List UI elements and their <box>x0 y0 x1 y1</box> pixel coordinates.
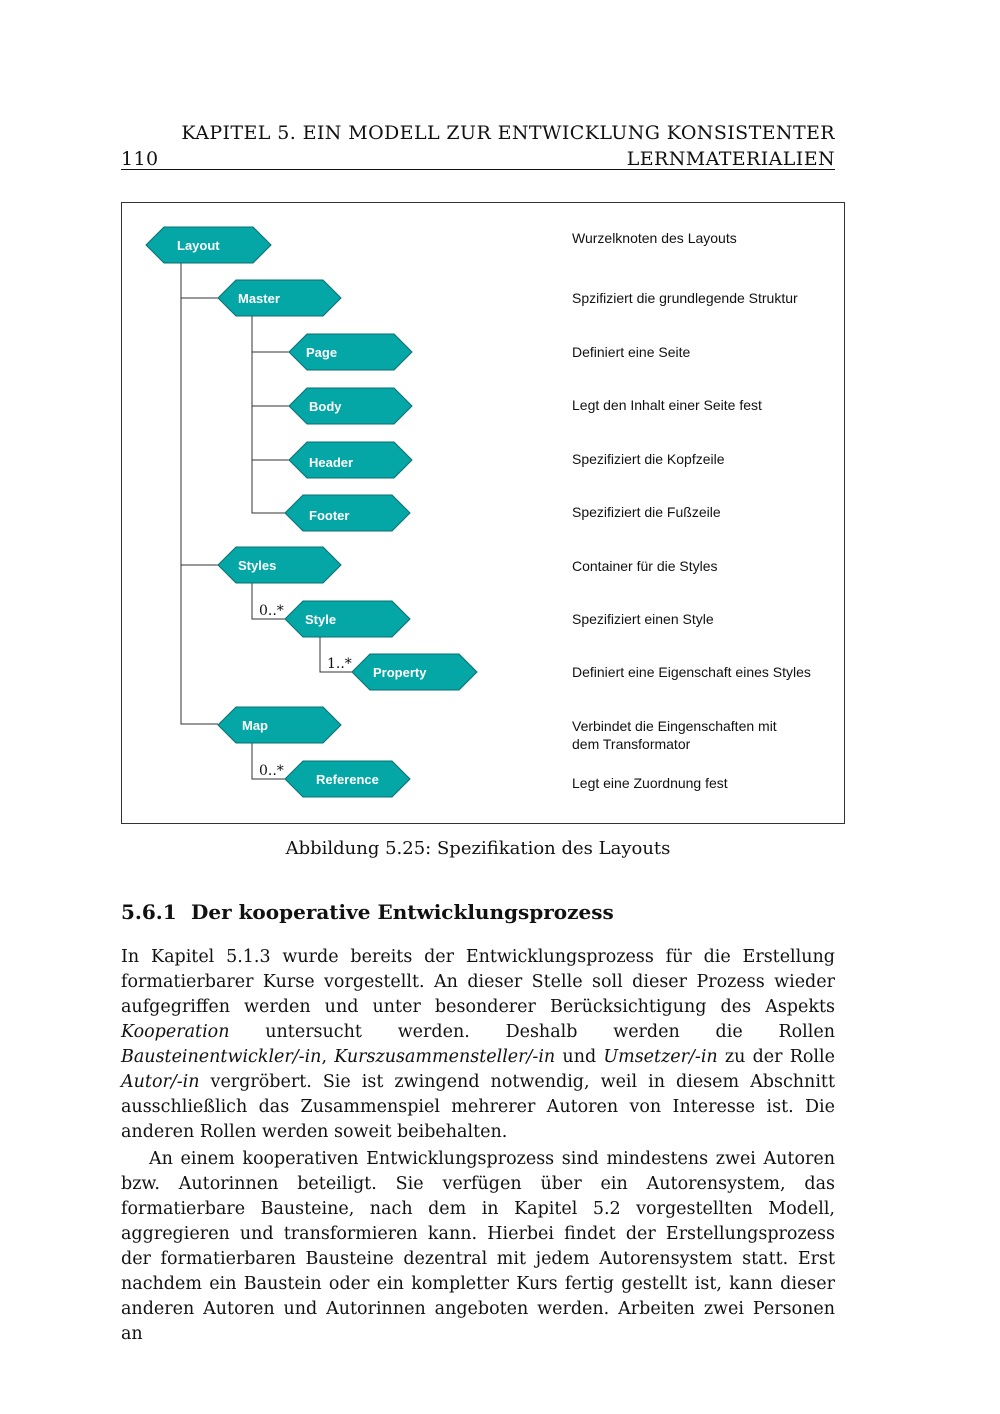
p1-text-3: , <box>321 1047 335 1067</box>
header-rule <box>121 169 835 170</box>
node-label-property: Property <box>373 665 427 680</box>
section-number: 5.6.1 <box>121 900 177 924</box>
desc-map <box>572 717 777 753</box>
node-styles <box>218 547 341 583</box>
node-style <box>285 601 410 637</box>
paragraph-1 <box>121 945 835 1145</box>
figure-caption: Abbildung 5.25: Spezifikation des Layouts <box>285 838 671 859</box>
node-shape-style <box>285 601 410 637</box>
connector-layout <box>181 263 218 724</box>
node-shape-styles <box>218 547 341 583</box>
header-chapter-title: KAPITEL 5. EIN MODELL ZUR ENTWICKLUNG KONSISTENTER <box>181 122 835 144</box>
desc-header: Spezifiziert die Kopfzeile <box>572 451 725 467</box>
node-label-styles: Styles <box>238 558 277 573</box>
multiplicity-property: 1..* <box>327 656 352 672</box>
node-label-body: Body <box>309 399 342 414</box>
p1-emph-umsetzer: Umsetzer/-in <box>603 1047 718 1067</box>
node-shape-map <box>218 707 341 743</box>
node-page <box>289 334 412 370</box>
page-number: 110 <box>121 148 159 170</box>
node-footer <box>285 495 410 531</box>
desc-styles: Container für die Styles <box>572 558 718 574</box>
desc-body: Legt den Inhalt einer Seite fest <box>572 397 762 413</box>
desc-style: Spezifiziert einen Style <box>572 611 714 627</box>
desc-map-line2: dem Transformator <box>572 736 691 752</box>
node-map <box>218 707 341 743</box>
multiplicity-reference: 0..* <box>259 763 284 779</box>
node-label-reference: Reference <box>316 772 379 787</box>
p1-text-1: In Kapitel 5.1.3 wurde bereits der Entwicklungsprozess für die Erstellung formatierbarer Kurse vorgestellt. An dieser Stelle soll dieser Prozess wieder aufgegriffen werden und unter besonderer Berücksichtigung des Aspekts <box>121 947 835 1017</box>
body-text <box>121 945 835 1347</box>
p1-text-5: zu der Rolle <box>717 1047 835 1067</box>
node-label-header: Header <box>309 455 354 470</box>
node-property <box>352 654 477 690</box>
desc-property: Definiert eine Eigenschaft eines Styles <box>572 664 811 680</box>
paragraph-2: An einem kooperativen Entwicklungsprozess sind mindestens zwei Autoren bzw. Autorinnen beteiligt. Sie verfügen über ein Autorensystem, das formatierbare Bausteine, nach dem in Kapitel 5.2 vorgestellten Modell, aggregieren und transformieren kann. Hierbei findet der Erstellungsprozess der formatierbaren Bausteine dezentral mit jedem Autorensystem statt. Erst nachdem ein Baustein oder ein kompletter Kurs fertig gestellt ist, kann dieser anderen Autoren und Autorinnen angeboten werden. Arbeiten zwei Personen an <box>121 1149 835 1344</box>
desc-footer: Spezifiziert die Fußzeile <box>572 504 721 520</box>
p1-emph-kooperation: Kooperation <box>121 1022 230 1042</box>
node-label-footer: Footer <box>309 508 350 523</box>
p1-emph-bausteinentwickler: Bausteinentwickler/-in <box>121 1047 322 1067</box>
connector-master <box>252 316 289 513</box>
node-label-master: Master <box>238 291 280 306</box>
desc-reference: Legt eine Zuordnung fest <box>572 775 728 791</box>
figure-layout-tree <box>121 202 845 824</box>
p1-text-6: vergröbert. Sie ist zwingend notwendig, weil in diesem Abschnitt ausschließlich das Zusammenspiel mehrerer Autoren von Interesse ist. Die anderen Rollen werden soweit beibehalten. <box>121 1072 835 1142</box>
section-title: Der kooperative Entwicklungsprozess <box>191 900 614 924</box>
p1-emph-kurszusammensteller: Kurszusammensteller/-in <box>334 1047 556 1067</box>
p1-text-4: und <box>555 1047 604 1067</box>
multiplicity-style: 0..* <box>259 603 284 619</box>
node-layout <box>146 227 271 263</box>
header-chapter-title-cont: LERNMATERIALIEN <box>626 148 835 170</box>
section-heading <box>121 900 614 924</box>
node-header <box>289 442 412 478</box>
p1-text-2: untersucht werden. Deshalb werden die Rollen <box>229 1022 835 1042</box>
p1-emph-autor: Autor/-in <box>121 1072 200 1092</box>
node-label-style: Style <box>305 612 337 627</box>
desc-master: Spzifiziert die grundlegende Struktur <box>572 290 798 306</box>
node-label-page: Page <box>306 345 338 360</box>
node-reference <box>285 761 410 797</box>
node-label-layout: Layout <box>177 238 220 253</box>
desc-map-line1: Verbindet die Eingenschaften mit <box>572 718 777 734</box>
running-header <box>121 120 835 172</box>
node-master <box>218 280 341 316</box>
node-body <box>289 388 412 424</box>
node-label-map: Map <box>242 718 268 733</box>
desc-layout: Wurzelknoten des Layouts <box>572 230 737 246</box>
desc-page: Definiert eine Seite <box>572 344 691 360</box>
node-shape-body <box>289 388 412 424</box>
